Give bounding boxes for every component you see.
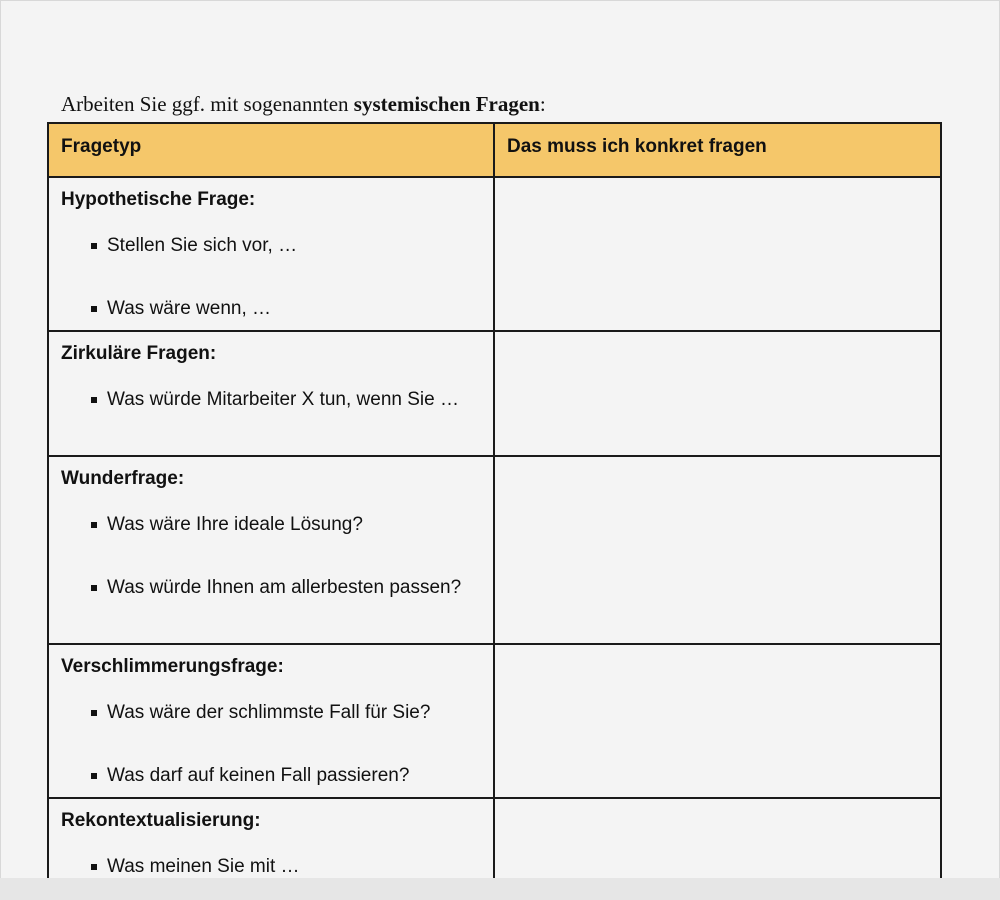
answer-cell[interactable] bbox=[494, 177, 941, 331]
intro-bold-term: systemischen Fragen bbox=[353, 92, 540, 116]
answer-cell[interactable] bbox=[494, 331, 941, 456]
table-row bbox=[48, 177, 941, 331]
list-item bbox=[61, 758, 483, 794]
example-question-list bbox=[61, 382, 483, 418]
table-row bbox=[48, 644, 941, 798]
example-question: Was würde Ihnen am allerbesten passen? bbox=[107, 577, 462, 598]
intro-paragraph bbox=[61, 92, 546, 117]
header-konkret-fragen: Das muss ich konkret fragen bbox=[494, 123, 941, 177]
example-question-list bbox=[61, 228, 483, 327]
example-question: Was wäre der schlimmste Fall für Sie? bbox=[107, 702, 431, 723]
square-bullet-icon bbox=[91, 585, 97, 591]
square-bullet-icon bbox=[91, 243, 97, 249]
list-item bbox=[61, 570, 483, 606]
example-question: Stellen Sie sich vor, … bbox=[107, 235, 298, 256]
square-bullet-icon bbox=[91, 306, 97, 312]
example-question-list bbox=[61, 507, 483, 606]
table-row bbox=[48, 456, 941, 644]
example-question: Was meinen Sie mit … bbox=[107, 856, 300, 877]
answer-cell[interactable] bbox=[494, 456, 941, 644]
example-question: Was wäre Ihre ideale Lösung? bbox=[107, 514, 363, 535]
example-question: Was darf auf keinen Fall passieren? bbox=[107, 765, 410, 786]
example-question: Was wäre wenn, … bbox=[107, 298, 272, 319]
bottom-edge-bar bbox=[0, 878, 1000, 900]
question-type-title: Wunderfrage: bbox=[61, 468, 185, 489]
question-type-title: Zirkuläre Fragen: bbox=[61, 343, 217, 364]
questions-table bbox=[47, 122, 942, 891]
square-bullet-icon bbox=[91, 710, 97, 716]
list-item bbox=[61, 695, 483, 731]
question-type-cell bbox=[48, 177, 494, 331]
square-bullet-icon bbox=[91, 773, 97, 779]
header-fragetyp: Fragetyp bbox=[48, 123, 494, 177]
intro-text-after: : bbox=[539, 92, 546, 116]
square-bullet-icon bbox=[91, 522, 97, 528]
square-bullet-icon bbox=[91, 864, 97, 870]
table-row bbox=[48, 331, 941, 456]
question-type-cell bbox=[48, 644, 494, 798]
example-question: Was würde Mitarbeiter X tun, wenn Sie … bbox=[107, 389, 459, 410]
example-question-list bbox=[61, 695, 483, 794]
square-bullet-icon bbox=[91, 397, 97, 403]
question-type-cell bbox=[48, 456, 494, 644]
answer-cell[interactable] bbox=[494, 644, 941, 798]
question-type-cell bbox=[48, 798, 494, 890]
table-header-row bbox=[48, 123, 941, 177]
question-type-cell bbox=[48, 331, 494, 456]
table-row bbox=[48, 798, 941, 890]
question-type-title: Verschlimmerungsfrage: bbox=[61, 656, 284, 677]
list-item bbox=[61, 382, 483, 418]
list-item bbox=[61, 507, 483, 543]
answer-cell[interactable] bbox=[494, 798, 941, 890]
question-type-title: Hypothetische Frage: bbox=[61, 189, 256, 210]
question-type-title: Rekontextualisierung: bbox=[61, 810, 261, 831]
list-item bbox=[61, 228, 483, 264]
intro-text-before: Arbeiten Sie ggf. mit sogenannten bbox=[61, 92, 354, 116]
list-item bbox=[61, 291, 483, 327]
